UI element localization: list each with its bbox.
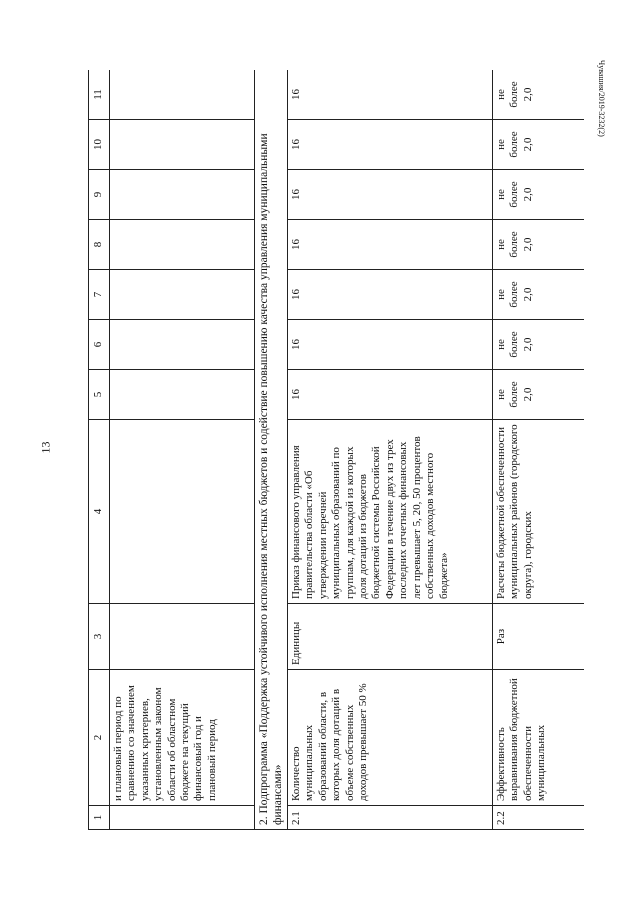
value-cell: не более 2,0	[493, 120, 584, 170]
value-cell: не более 2,0	[493, 170, 584, 220]
value-cell: 16	[288, 370, 493, 420]
header-cell: 10	[89, 120, 110, 170]
header-cell: 5	[89, 370, 110, 420]
table-row-2-1	[288, 70, 493, 830]
table-row-continuation	[110, 70, 255, 830]
indicator-name: Эффективность выравнивания бюджетной обеспеченности муниципальных	[493, 670, 584, 806]
header-cell: 1	[89, 806, 110, 830]
value-cell: не более 2,0	[493, 270, 584, 320]
header-cell: 8	[89, 220, 110, 270]
table-row-2-2	[493, 70, 584, 830]
row-number: 2.1	[288, 806, 493, 830]
header-row	[89, 70, 110, 830]
header-cell: 6	[89, 320, 110, 370]
header-cell: 4	[89, 420, 110, 604]
indicator-name-continued: и плановый период по сравнению со значением указанных критериев, установленным законом области об областном бюджете на текущий финансовый год и плановый период	[110, 670, 255, 806]
header-cell: 3	[89, 604, 110, 670]
value-cell: 16	[288, 120, 493, 170]
data-source: Расчеты бюджетной обеспеченности муниципальных районов (городского округа), городских	[493, 420, 584, 604]
header-cell: 7	[89, 270, 110, 320]
value-cell: 16	[288, 220, 493, 270]
value-cell: 16	[288, 320, 493, 370]
value-cell: 16	[288, 170, 493, 220]
value-cell: не более 2,0	[493, 320, 584, 370]
value-cell: не более 2,0	[493, 220, 584, 270]
page-number: 13	[38, 441, 53, 454]
row-number: 2.2	[493, 806, 584, 830]
value-cell: не более 2,0	[493, 70, 584, 120]
header-cell: 9	[89, 170, 110, 220]
unit-of-measure: Единицы	[288, 604, 493, 670]
value-cell: 16	[288, 270, 493, 320]
data-source: Приказ финансового управления правительства области «Об утверждении перечней муниципальных образований по группам, для каждой из которых доля дотаций из бюджетов бюджетной системы Российской Федерации в течение двух из трех последних отчетных финансовых лет превышает 5, 20, 50 процентов собственных доходов местного бюджета»	[288, 420, 493, 604]
header-cell: 11	[89, 70, 110, 120]
header-cell: 2	[89, 670, 110, 806]
section-row	[255, 70, 288, 830]
rotated-table-container	[88, 70, 584, 830]
document-code: Чувашия/2019-3232(2)	[597, 60, 606, 137]
indicators-table	[88, 70, 584, 830]
subprogram-title: 2. Подпрограмма «Поддержка устойчивого исполнения местных бюджетов и содействие повышению качества управления муниципальными финансами»	[255, 70, 288, 830]
indicator-name: Количество муниципальных образований области, в которых доля дотаций в объеме собственных доходов превышает 50 %	[288, 670, 493, 806]
indicators-table-frame	[88, 70, 584, 830]
unit-of-measure: Раз	[493, 604, 584, 670]
value-cell: не более 2,0	[493, 370, 584, 420]
value-cell: 16	[288, 70, 493, 120]
